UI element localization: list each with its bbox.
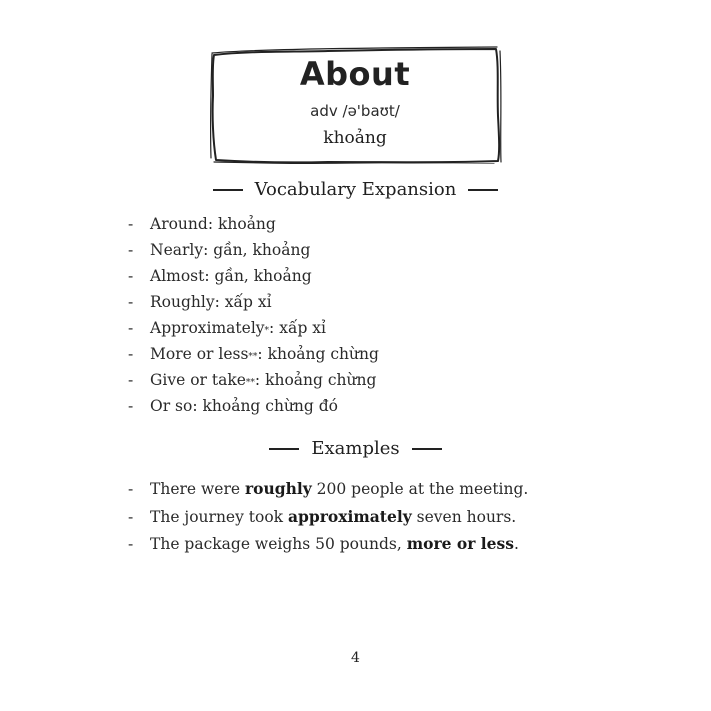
- entry-meaning: khoảng: [323, 128, 387, 148]
- entry-word: About: [299, 55, 411, 93]
- page-number: 4: [351, 650, 360, 666]
- highlighted-term: roughly: [244, 479, 312, 498]
- vocabulary-list: [128, 215, 379, 423]
- vocab-item: - Or so : khoảng chừng đó: [128, 397, 339, 415]
- highlighted-term: more or less: [406, 534, 514, 553]
- example-item: - The package weighs 50 pounds, more or less .: [128, 534, 519, 553]
- title-card: [208, 46, 502, 164]
- example-item: - The journey took approximately seven hours.: [128, 506, 517, 526]
- examples-list: [128, 479, 528, 562]
- examples-heading: [0, 438, 711, 459]
- vocabulary-heading-text: Vocabulary Expansion: [254, 179, 457, 200]
- vocab-item: - Nearly : gần, khoảng: [128, 241, 311, 259]
- vocab-item: - Approximately * : xấp xỉ: [128, 319, 326, 337]
- vocab-item: - Around : khoảng: [128, 215, 276, 233]
- example-item: - There were roughly 200 people at the meeting.: [128, 479, 529, 498]
- vocabulary-heading: [0, 179, 711, 200]
- highlighted-term: approximately: [288, 506, 412, 526]
- examples-heading-text: Examples: [311, 438, 400, 459]
- vocab-item: - More or less ** : khoảng chừng: [128, 345, 379, 363]
- vocab-item: - Almost : gần, khoảng: [128, 267, 312, 285]
- heading-dash-right: [468, 189, 498, 191]
- vocab-item: - Roughly : xấp xỉ: [128, 293, 272, 311]
- heading-dash-left: [213, 189, 243, 191]
- entry-pronunciation: adv /ə'baʊt/: [310, 102, 400, 120]
- heading-dash-right: [412, 448, 442, 450]
- vocab-item: - Give or take ** : khoảng chừng: [128, 371, 377, 389]
- heading-dash-left: [269, 448, 299, 450]
